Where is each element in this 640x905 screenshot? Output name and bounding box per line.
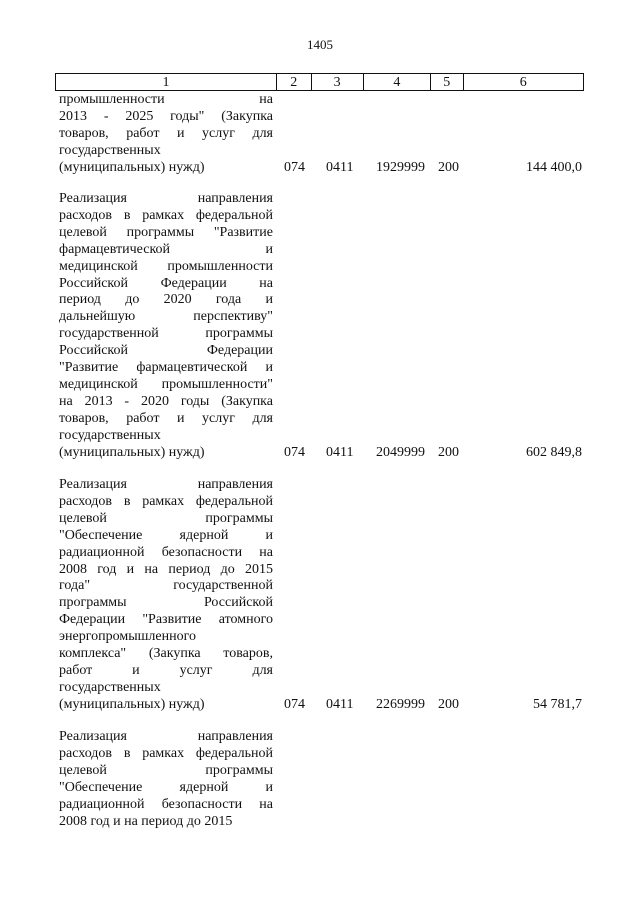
- description-line: "Обеспечение ядерной и: [59, 779, 273, 795]
- header-col-3: 3: [311, 74, 363, 91]
- row-description: [59, 191, 273, 462]
- column-header-table: [55, 73, 584, 91]
- description-line: "Обеспечение ядерной и: [59, 527, 273, 543]
- cell-expense-type: 200: [438, 159, 459, 175]
- description-line: 2008 год и на период до 2015: [59, 561, 273, 577]
- description-line: медицинской промышленности": [59, 376, 273, 392]
- cell-chapter: 074: [284, 444, 305, 460]
- description-line: товаров, работ и услуг для: [59, 125, 273, 141]
- header-col-1: 1: [56, 74, 277, 91]
- description-line: целевой программы: [59, 762, 273, 778]
- description-line: программы Российской: [59, 595, 273, 611]
- description-line: "Развитие фармацевтической и: [59, 360, 273, 376]
- description-line: 2008 год и на период до 2015: [59, 813, 233, 829]
- cell-section: 0411: [326, 696, 354, 712]
- description-line: целевой программы: [59, 510, 273, 526]
- description-line: работ и услуг для: [59, 662, 273, 678]
- description-line: государственных: [59, 679, 161, 695]
- cell-section: 0411: [326, 159, 354, 175]
- description-line: государственной программы: [59, 326, 273, 342]
- cell-section: 0411: [326, 444, 354, 460]
- header-col-6: 6: [463, 74, 583, 91]
- cell-amount: 144 400,0: [526, 159, 582, 175]
- description-line: товаров, работ и услуг для: [59, 410, 273, 426]
- header-col-4: 4: [363, 74, 430, 91]
- description-line: фармацевтической и: [59, 241, 273, 257]
- description-line: медицинской промышленности: [59, 258, 273, 274]
- row-description: [59, 477, 273, 714]
- cell-chapter: 074: [284, 159, 305, 175]
- description-line: Федерации "Развитие атомного: [59, 612, 273, 628]
- description-line: государственных: [59, 142, 161, 158]
- page-number: 1405: [307, 37, 333, 52]
- description-line: Реализация направления: [59, 477, 273, 492]
- description-line: на 2013 - 2020 годы (Закупка: [59, 393, 273, 409]
- cell-amount: 54 781,7: [533, 696, 582, 712]
- description-line: период до 2020 года и: [59, 292, 273, 308]
- description-line: (муниципальных) нужд): [59, 444, 205, 460]
- cell-target-article: 2269999: [376, 696, 425, 712]
- description-line: расходов в рамках федеральной: [59, 745, 273, 761]
- description-line: дальнейшую перспективу": [59, 309, 273, 325]
- description-line: радиационной безопасности на: [59, 796, 273, 812]
- header-col-2: 2: [276, 74, 311, 91]
- description-line: государственных: [59, 427, 161, 443]
- description-line: Реализация направления: [59, 729, 273, 744]
- header-col-5: 5: [430, 74, 463, 91]
- description-line: Реализация направления: [59, 191, 273, 206]
- row-description: [59, 92, 273, 177]
- description-line: года" государственной: [59, 578, 273, 594]
- description-line: 2013 - 2025 годы" (Закупка: [59, 108, 273, 124]
- cell-expense-type: 200: [438, 444, 459, 460]
- description-line: (муниципальных) нужд): [59, 696, 205, 712]
- cell-amount: 602 849,8: [526, 444, 582, 460]
- description-line: Российской Федерации: [59, 343, 273, 359]
- description-line: радиационной безопасности на: [59, 544, 273, 560]
- cell-expense-type: 200: [438, 696, 459, 712]
- cell-target-article: 2049999: [376, 444, 425, 460]
- description-line: энергопромышленного: [59, 629, 196, 645]
- description-line: расходов в рамках федеральной: [59, 207, 273, 223]
- description-line: расходов в рамках федеральной: [59, 493, 273, 509]
- row-description: [59, 729, 273, 830]
- description-line: (муниципальных) нужд): [59, 159, 205, 175]
- description-line: целевой программы "Развитие: [59, 224, 273, 240]
- description-line: комплекса" (Закупка товаров,: [59, 646, 273, 662]
- description-line: промышленности на: [59, 92, 273, 107]
- description-line: Российской Федерации на: [59, 275, 273, 291]
- cell-chapter: 074: [284, 696, 305, 712]
- cell-target-article: 1929999: [376, 159, 425, 175]
